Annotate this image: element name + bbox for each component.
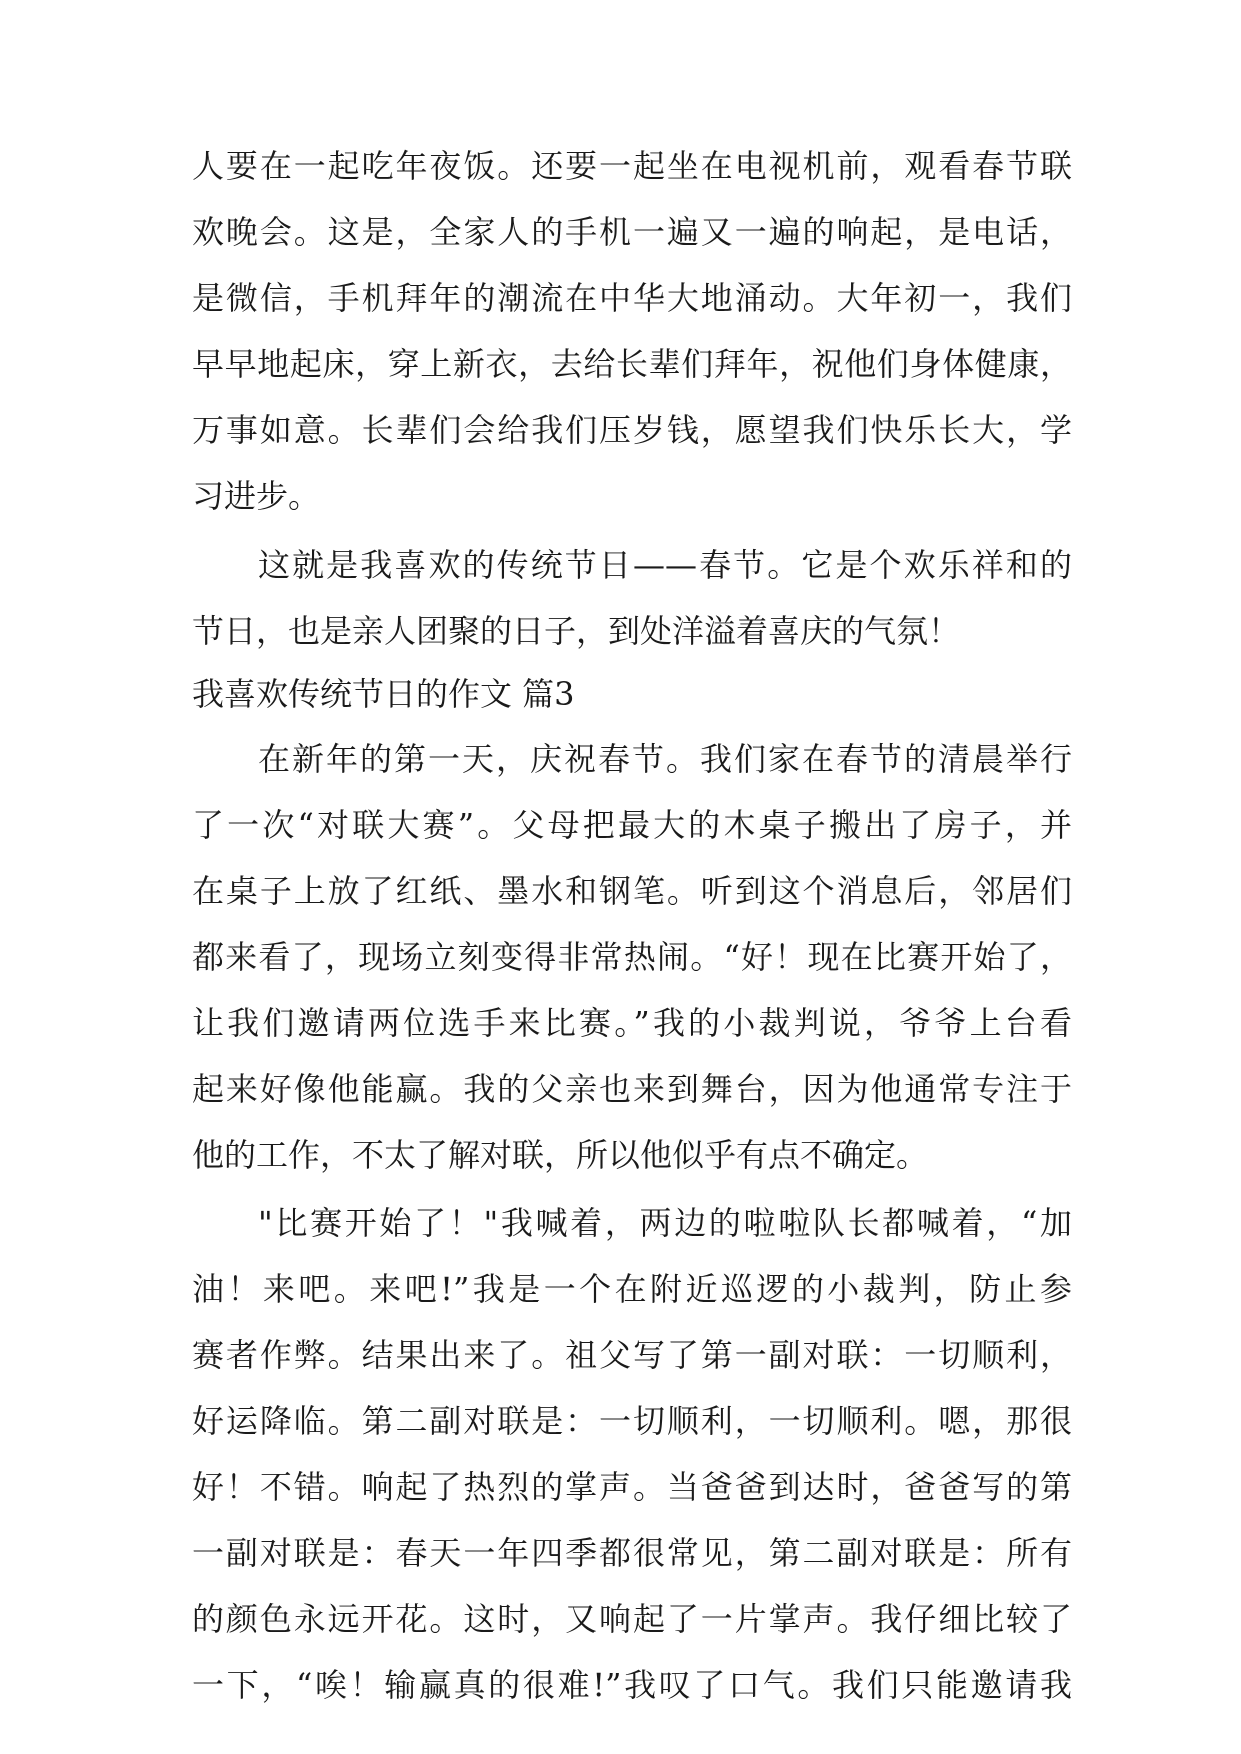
text-line: 在桌子上放了红纸、墨水和钢笔。听到这个消息后，邻居们 (192, 872, 1072, 910)
text-line: 好运降临。第二副对联是：一切顺利，一切顺利。嗯，那很 (192, 1402, 1072, 1440)
text-line: 都来看了，现场立刻变得非常热闹。“好！现在比赛开始了， (192, 938, 1072, 976)
text-line: 让我们邀请两位选手来比赛。”我的小裁判说，爷爷上台看 (192, 1004, 1072, 1042)
text-line: 他的工作，不太了解对联，所以他似乎有点不确定。 (192, 1136, 929, 1174)
text-line: 是微信，手机拜年的潮流在中华大地涌动。大年初一，我们 (192, 279, 1072, 317)
text-line: 油！来吧。来吧!”我是一个在附近巡逻的小裁判，防止参 (192, 1270, 1072, 1308)
text-line: 一副对联是：春天一年四季都很常见，第二副对联是：所有 (192, 1534, 1072, 1572)
text-line: 一下，“唉！输赢真的很难!”我叹了口气。我们只能邀请我 (192, 1666, 1072, 1704)
paragraph-first-line: "比赛开始了！"我喊着，两边的啦啦队长都喊着，“加 (258, 1204, 1072, 1242)
text-line: 欢晚会。这是，全家人的手机一遍又一遍的响起，是电话， (192, 213, 1072, 251)
text-line: 起来好像他能赢。我的父亲也来到舞台，因为他通常专注于 (192, 1070, 1072, 1108)
paragraph-first-line: 这就是我喜欢的传统节日——春节。它是个欢乐祥和的 (258, 546, 1072, 584)
text-line: 好！不错。响起了热烈的掌声。当爸爸到达时，爸爸写的第 (192, 1468, 1072, 1506)
section-heading: 我喜欢传统节日的作文 篇3 (192, 675, 575, 713)
text-line: 早早地起床，穿上新衣，去给长辈们拜年，祝他们身体健康， (192, 345, 1072, 383)
paragraph-first-line: 在新年的第一天，庆祝春节。我们家在春节的清晨举行 (258, 740, 1072, 778)
text-line: 万事如意。长辈们会给我们压岁钱，愿望我们快乐长大，学 (192, 411, 1072, 449)
text-line: 了一次“对联大赛”。父母把最大的木桌子搬出了房子，并 (192, 806, 1072, 844)
text-line: 人要在一起吃年夜饭。还要一起坐在电视机前，观看春节联 (192, 147, 1072, 185)
text-line: 节日，也是亲人团聚的日子，到处洋溢着喜庆的气氛！ (192, 612, 961, 650)
text-line: 的颜色永远开花。这时，又响起了一片掌声。我仔细比较了 (192, 1600, 1072, 1638)
text-line: 赛者作弊。结果出来了。祖父写了第一副对联：一切顺利， (192, 1336, 1072, 1374)
text-line: 习进步。 (192, 477, 321, 515)
